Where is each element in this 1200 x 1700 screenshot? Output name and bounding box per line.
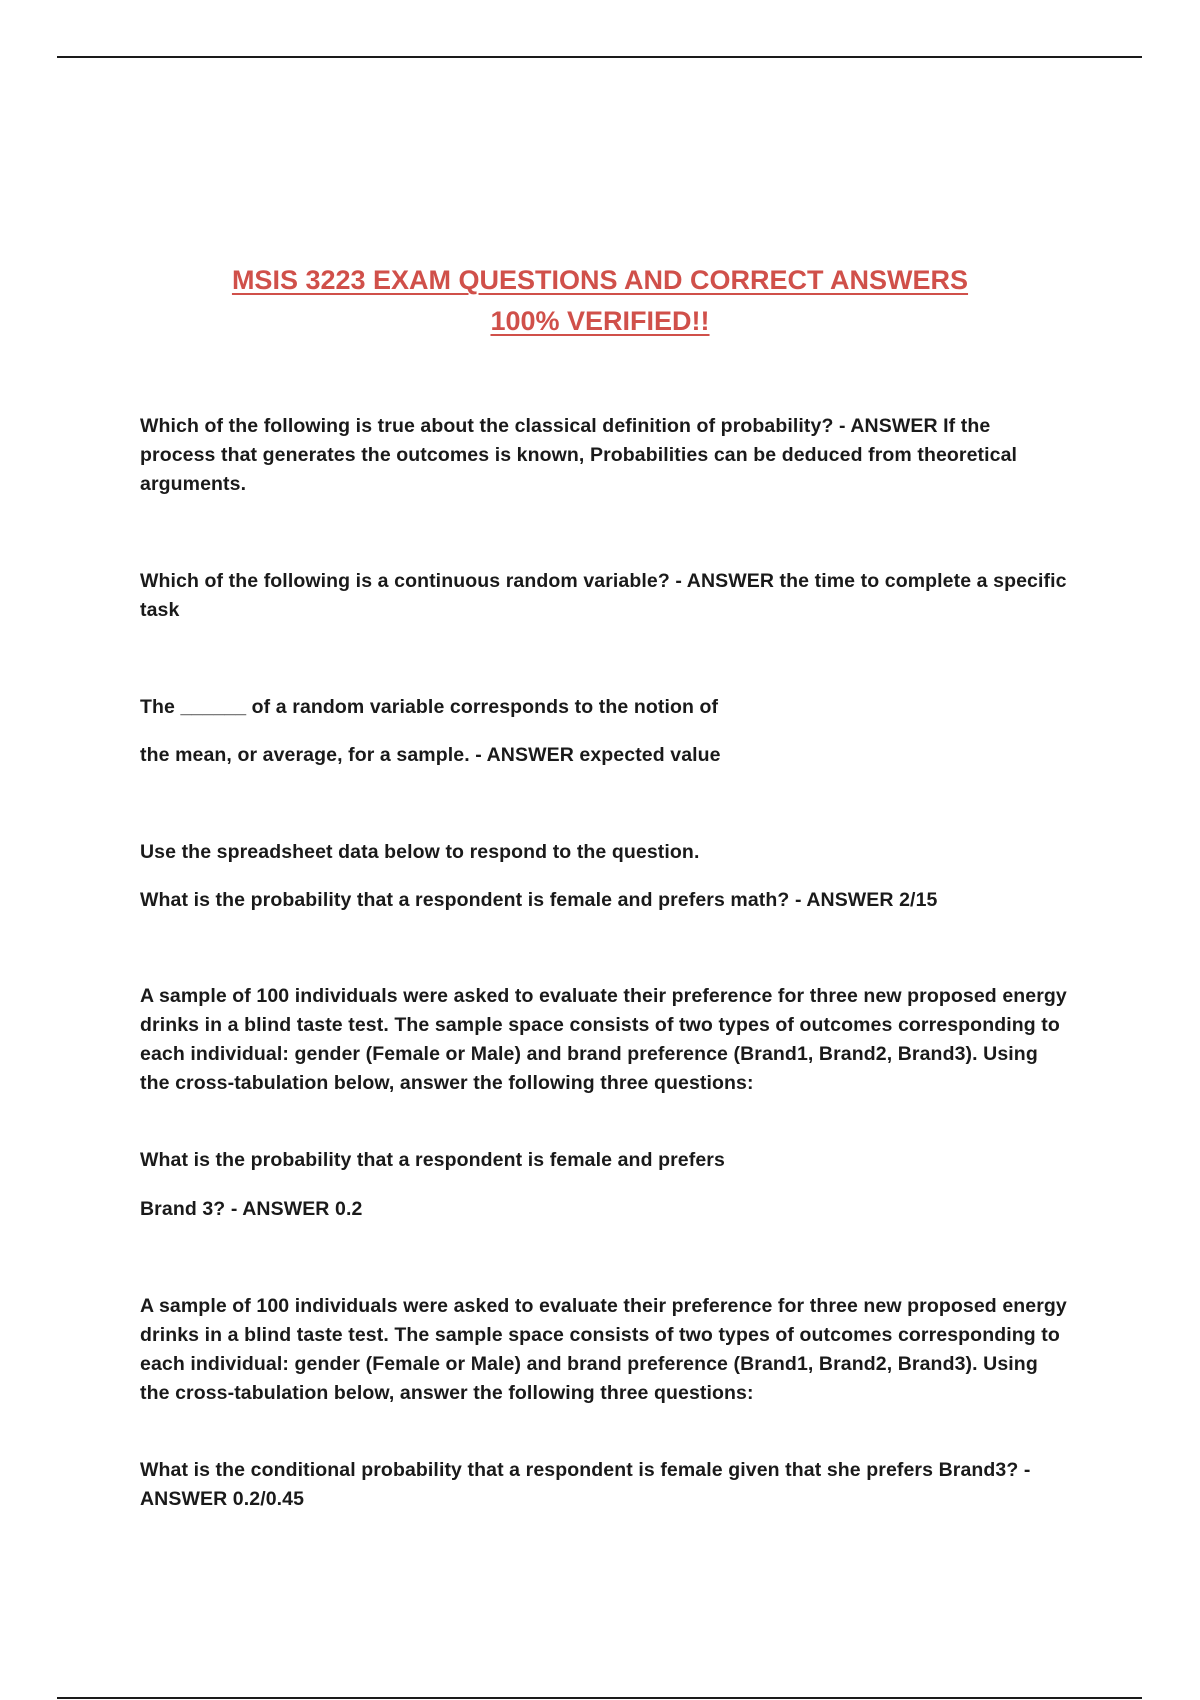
question-conditional-probability: What is the conditional probability that a respondent is female given that she prefers Brand3? - ANSWER 0.2/0.45 (140, 1459, 1031, 1510)
title-line-2: 100% VERIFIED!! (490, 306, 710, 336)
question-continuous-variable: Which of the following is a continuous random variable? - ANSWER the time to complete a specific task (140, 570, 1067, 621)
title-line-1: MSIS 3223 EXAM QUESTIONS AND CORRECT ANSWERS (231, 265, 969, 295)
question-female-brand3-part2: Brand 3? - ANSWER 0.2 (140, 1198, 363, 1220)
energy-drink-context-1: A sample of 100 individuals were asked to evaluate their preference for three new proposed energy drinks in a blind taste test. The sample space consists of two types of outcomes corresponding to each individual: gender (Female or Male) and brand preference (Brand1, Brand2, Brand3). Using the cross-tabulation below, answer the following three questions: (140, 985, 1067, 1094)
bottom-divider (57, 1697, 1142, 1699)
spreadsheet-instruction: Use the spreadsheet data below to respond to the question. (140, 841, 700, 863)
question-expected-value-part2: the mean, or average, for a sample. - ANSWER expected value (140, 744, 721, 766)
document-title (0, 260, 1200, 342)
energy-drink-context-2: A sample of 100 individuals were asked to evaluate their preference for three new proposed energy drinks in a blind taste test. The sample space consists of two types of outcomes corresponding to each individual: gender (Female or Male) and brand preference (Brand1, Brand2, Brand3). Using the cross-tabulation below, answer the following three questions: (140, 1295, 1067, 1404)
question-expected-value-part1: The ______ of a random variable corresponds to the notion of (140, 696, 719, 718)
question-female-math: What is the probability that a respondent is female and prefers math? - ANSWER 2/15 (140, 889, 938, 911)
question-female-brand3-part1: What is the probability that a respondent is female and prefers (140, 1149, 725, 1171)
top-divider (57, 56, 1142, 58)
question-classical-probability: Which of the following is true about the classical definition of probability? - ANSWER If the process that generates the outcomes is known, Probabilities can be deduced from theoretical arguments. (140, 415, 1018, 495)
